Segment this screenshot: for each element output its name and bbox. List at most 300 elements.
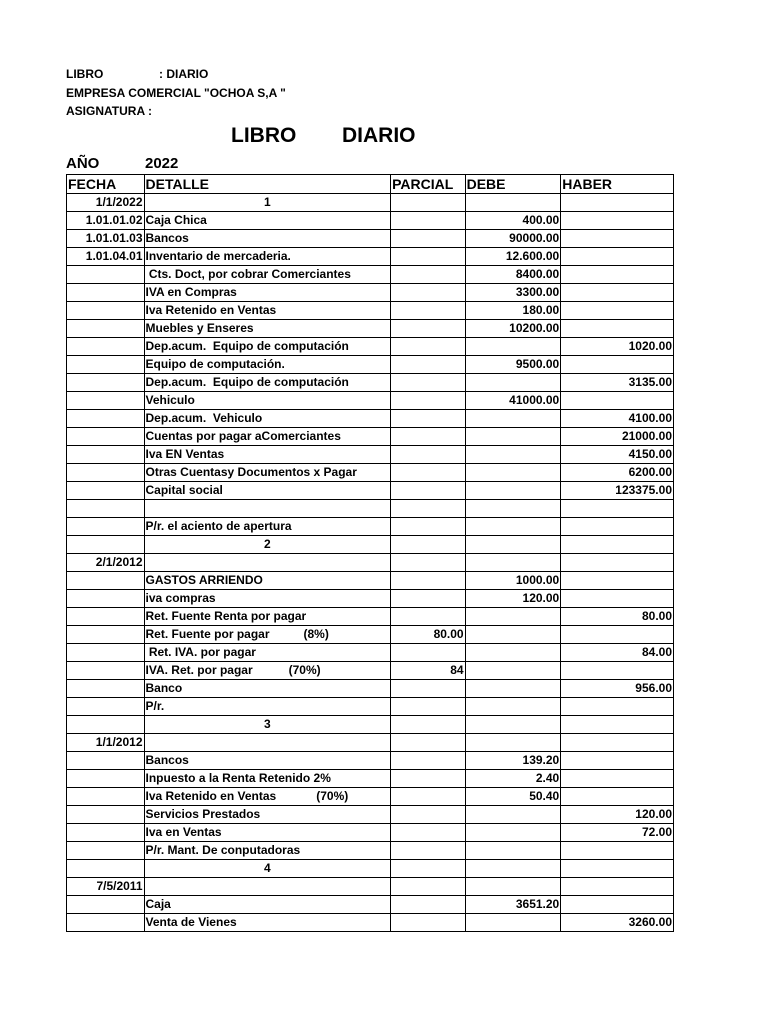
- table-row: [67, 464, 674, 482]
- cell-fecha: [67, 428, 145, 446]
- table-row: [67, 536, 674, 554]
- cell-debe: [465, 626, 561, 644]
- cell-parcial: [391, 500, 465, 518]
- cell-haber: [561, 356, 674, 374]
- cell-debe: 50.40: [465, 788, 561, 806]
- cell-haber: [561, 716, 674, 734]
- cell-detalle-text: P/r. Mant. De conputadoras: [145, 843, 301, 857]
- cell-detalle: [144, 896, 391, 914]
- cell-debe: [465, 698, 561, 716]
- cell-fecha: [67, 392, 145, 410]
- cell-haber: 120.00: [561, 806, 674, 824]
- table-row: [67, 428, 674, 446]
- table-row: [67, 554, 674, 572]
- cell-detalle-text: 1: [263, 195, 271, 209]
- column-header-debe: DEBE: [465, 175, 561, 194]
- table-row: [67, 788, 674, 806]
- cell-detalle: [144, 518, 391, 536]
- cell-detalle: [144, 698, 391, 716]
- cell-debe: 3651.20: [465, 896, 561, 914]
- cell-fecha: [67, 716, 145, 734]
- cell-haber: [561, 212, 674, 230]
- cell-detalle: [144, 500, 391, 518]
- cell-detalle-text: Equipo de computación.: [145, 357, 285, 371]
- cell-parcial: [391, 410, 465, 428]
- cell-debe: 180.00: [465, 302, 561, 320]
- cell-detalle: [144, 554, 391, 572]
- cell-detalle-text: Bancos: [145, 231, 189, 245]
- cell-detalle-text: Otras Cuentasy Documentos x Pagar: [145, 465, 357, 479]
- cell-fecha: 1.01.01.03: [67, 230, 145, 248]
- cell-detalle: [144, 212, 391, 230]
- cell-debe: [465, 500, 561, 518]
- cell-detalle-text: Ret. Fuente por pagar: [145, 627, 270, 641]
- cell-haber: [561, 770, 674, 788]
- cell-parcial: [391, 788, 465, 806]
- cell-detalle-percent: (8%): [303, 627, 329, 641]
- cell-haber: [561, 572, 674, 590]
- cell-detalle-text: Iva Retenido en Ventas: [145, 789, 277, 803]
- cell-fecha: [67, 482, 145, 500]
- cell-detalle: [144, 914, 391, 932]
- cell-haber: [561, 896, 674, 914]
- cell-fecha: 1.01.04.01: [67, 248, 145, 266]
- cell-parcial: [391, 680, 465, 698]
- cell-fecha: [67, 410, 145, 428]
- cell-parcial: [391, 572, 465, 590]
- cell-detalle-text: IVA. Ret. por pagar: [145, 663, 253, 677]
- cell-detalle-text: Vehiculo: [145, 393, 195, 407]
- cell-detalle-text: P/r.: [145, 699, 165, 713]
- cell-detalle: [144, 536, 391, 554]
- cell-debe: [465, 806, 561, 824]
- cell-detalle: [144, 248, 391, 266]
- cell-haber: 956.00: [561, 680, 674, 698]
- cell-debe: [465, 428, 561, 446]
- table-row: [67, 194, 674, 212]
- cell-debe: 3300.00: [465, 284, 561, 302]
- cell-fecha: [67, 626, 145, 644]
- cell-parcial: [391, 608, 465, 626]
- cell-detalle-text: Ret. Fuente Renta por pagar: [145, 609, 307, 623]
- cell-haber: [561, 518, 674, 536]
- cell-parcial: [391, 464, 465, 482]
- header-asignatura: ASIGNATURA :: [66, 104, 152, 118]
- cell-detalle: [144, 266, 391, 284]
- cell-debe: [465, 716, 561, 734]
- cell-fecha: [67, 374, 145, 392]
- cell-detalle: [144, 428, 391, 446]
- journal-table: [66, 174, 674, 932]
- cell-detalle: [144, 878, 391, 896]
- cell-parcial: [391, 734, 465, 752]
- cell-parcial: [391, 230, 465, 248]
- cell-detalle-text: Capital social: [145, 483, 223, 497]
- table-row: [67, 410, 674, 428]
- cell-haber: [561, 194, 674, 212]
- cell-detalle: [144, 608, 391, 626]
- cell-detalle-text: Inpuesto a la Renta Retenido 2%: [145, 771, 331, 785]
- cell-fecha: [67, 662, 145, 680]
- cell-detalle-text: Iva EN Ventas: [145, 447, 225, 461]
- cell-fecha: 1.01.01.02: [67, 212, 145, 230]
- cell-debe: [465, 194, 561, 212]
- cell-fecha: 1/1/2012: [67, 734, 145, 752]
- cell-fecha: [67, 608, 145, 626]
- header-libro-value: : DIARIO: [159, 67, 209, 81]
- cell-detalle-text: 2: [263, 537, 271, 551]
- cell-parcial: [391, 536, 465, 554]
- cell-detalle: [144, 302, 391, 320]
- cell-detalle-text: Dep.acum. Equipo de computación: [145, 375, 349, 389]
- table-row: [67, 284, 674, 302]
- cell-haber: [561, 536, 674, 554]
- cell-parcial: [391, 266, 465, 284]
- cell-haber: 4150.00: [561, 446, 674, 464]
- cell-debe: [465, 914, 561, 932]
- cell-fecha: [67, 572, 145, 590]
- cell-debe: [465, 536, 561, 554]
- cell-haber: 3135.00: [561, 374, 674, 392]
- cell-debe: [465, 878, 561, 896]
- cell-parcial: [391, 428, 465, 446]
- cell-debe: [465, 860, 561, 878]
- cell-detalle-text: Iva en Ventas: [145, 825, 222, 839]
- cell-debe: 1000.00: [465, 572, 561, 590]
- table-row: [67, 752, 674, 770]
- cell-debe: [465, 482, 561, 500]
- cell-haber: [561, 878, 674, 896]
- table-row: [67, 716, 674, 734]
- cell-detalle: [144, 734, 391, 752]
- cell-detalle: [144, 284, 391, 302]
- cell-debe: 2.40: [465, 770, 561, 788]
- cell-parcial: [391, 320, 465, 338]
- cell-detalle-text: Muebles y Enseres: [145, 321, 254, 335]
- cell-parcial: [391, 698, 465, 716]
- cell-haber: 84.00: [561, 644, 674, 662]
- cell-detalle-text: Iva Retenido en Ventas: [145, 303, 277, 317]
- cell-fecha: [67, 590, 145, 608]
- year-label: AÑO: [66, 155, 100, 172]
- cell-debe: 139.20: [465, 752, 561, 770]
- cell-parcial: [391, 554, 465, 572]
- cell-detalle-text: IVA en Compras: [145, 285, 237, 299]
- cell-parcial: [391, 878, 465, 896]
- cell-detalle: [144, 410, 391, 428]
- table-row: [67, 806, 674, 824]
- cell-debe: [465, 446, 561, 464]
- cell-detalle: [144, 464, 391, 482]
- cell-haber: [561, 734, 674, 752]
- cell-detalle: [144, 572, 391, 590]
- cell-haber: [561, 392, 674, 410]
- table-row: [67, 320, 674, 338]
- cell-debe: 8400.00: [465, 266, 561, 284]
- cell-fecha: [67, 860, 145, 878]
- cell-detalle: [144, 716, 391, 734]
- table-row: [67, 662, 674, 680]
- table-row: [67, 860, 674, 878]
- table-row: [67, 698, 674, 716]
- cell-parcial: [391, 356, 465, 374]
- year-value: 2022: [145, 155, 179, 172]
- table-row: [67, 230, 674, 248]
- title-left: LIBRO: [231, 124, 297, 147]
- cell-detalle-text: Dep.acum. Equipo de computación: [145, 339, 349, 353]
- cell-detalle-text: GASTOS ARRIENDO: [145, 573, 263, 587]
- cell-haber: 6200.00: [561, 464, 674, 482]
- table-row: [67, 518, 674, 536]
- cell-fecha: [67, 536, 145, 554]
- cell-detalle: [144, 482, 391, 500]
- table-row: [67, 770, 674, 788]
- table-row: [67, 914, 674, 932]
- cell-parcial: [391, 482, 465, 500]
- cell-haber: [561, 626, 674, 644]
- cell-fecha: [67, 302, 145, 320]
- cell-parcial: [391, 338, 465, 356]
- cell-detalle-percent: (70%): [288, 663, 321, 677]
- cell-parcial: [391, 374, 465, 392]
- cell-parcial: [391, 824, 465, 842]
- cell-fecha: [67, 464, 145, 482]
- cell-fecha: 7/5/2011: [67, 878, 145, 896]
- cell-haber: [561, 590, 674, 608]
- cell-fecha: [67, 788, 145, 806]
- cell-fecha: [67, 266, 145, 284]
- cell-parcial: [391, 392, 465, 410]
- cell-fecha: [67, 284, 145, 302]
- cell-fecha: [67, 518, 145, 536]
- cell-fecha: [67, 356, 145, 374]
- cell-debe: [465, 842, 561, 860]
- cell-haber: [561, 698, 674, 716]
- cell-debe: [465, 680, 561, 698]
- cell-debe: [465, 662, 561, 680]
- column-header-fecha: FECHA: [67, 175, 145, 194]
- cell-detalle-text: Ret. IVA. por pagar: [145, 645, 256, 659]
- cell-detalle-text: P/r. el aciento de apertura: [145, 519, 292, 533]
- table-row: [67, 482, 674, 500]
- table-row: [67, 572, 674, 590]
- cell-debe: [465, 644, 561, 662]
- cell-detalle: [144, 842, 391, 860]
- header-libro: [66, 67, 208, 81]
- cell-fecha: [67, 446, 145, 464]
- cell-fecha: [67, 644, 145, 662]
- cell-detalle: [144, 770, 391, 788]
- cell-parcial: [391, 248, 465, 266]
- cell-haber: [561, 860, 674, 878]
- cell-parcial: [391, 914, 465, 932]
- table-row: [67, 500, 674, 518]
- cell-haber: [561, 554, 674, 572]
- cell-detalle-text: 4: [263, 861, 271, 875]
- cell-debe: 90000.00: [465, 230, 561, 248]
- cell-debe: [465, 608, 561, 626]
- cell-parcial: [391, 716, 465, 734]
- table-row: [67, 626, 674, 644]
- cell-fecha: [67, 914, 145, 932]
- table-row: [67, 248, 674, 266]
- cell-haber: [561, 842, 674, 860]
- table-row: [67, 356, 674, 374]
- cell-detalle: [144, 194, 391, 212]
- cell-detalle-text: Caja: [145, 897, 171, 911]
- cell-haber: 123375.00: [561, 482, 674, 500]
- column-header-haber: HABER: [561, 175, 674, 194]
- cell-debe: 12.600.00: [465, 248, 561, 266]
- cell-fecha: [67, 500, 145, 518]
- cell-detalle-text: Cuentas por pagar aComerciantes: [145, 429, 341, 443]
- cell-detalle-text: Banco: [145, 681, 183, 695]
- cell-haber: [561, 266, 674, 284]
- cell-detalle-text: Servicios Prestados: [145, 807, 261, 821]
- cell-fecha: [67, 680, 145, 698]
- cell-haber: 1020.00: [561, 338, 674, 356]
- cell-parcial: 84: [391, 662, 465, 680]
- cell-fecha: [67, 770, 145, 788]
- cell-debe: [465, 554, 561, 572]
- cell-parcial: [391, 752, 465, 770]
- cell-parcial: [391, 644, 465, 662]
- cell-detalle-text: Bancos: [145, 753, 189, 767]
- cell-haber: [561, 230, 674, 248]
- cell-haber: 21000.00: [561, 428, 674, 446]
- cell-haber: [561, 662, 674, 680]
- cell-debe: [465, 410, 561, 428]
- header-libro-label: LIBRO: [66, 67, 104, 81]
- table-row: [67, 392, 674, 410]
- cell-fecha: 1/1/2022: [67, 194, 145, 212]
- cell-detalle: [144, 644, 391, 662]
- table-row: [67, 842, 674, 860]
- header-empresa: EMPRESA COMERCIAL "OCHOA S,A ": [66, 86, 286, 100]
- cell-detalle: [144, 824, 391, 842]
- cell-parcial: [391, 212, 465, 230]
- table-row: [67, 824, 674, 842]
- cell-debe: 10200.00: [465, 320, 561, 338]
- cell-fecha: [67, 752, 145, 770]
- cell-detalle: [144, 662, 391, 680]
- cell-fecha: [67, 824, 145, 842]
- cell-haber: [561, 752, 674, 770]
- column-header-parcial: PARCIAL: [391, 175, 465, 194]
- table-row: [67, 446, 674, 464]
- column-header-detalle: DETALLE: [144, 175, 391, 194]
- cell-detalle: [144, 860, 391, 878]
- cell-fecha: [67, 806, 145, 824]
- table-row: [67, 302, 674, 320]
- table-row: [67, 878, 674, 896]
- table-row: [67, 734, 674, 752]
- cell-parcial: [391, 842, 465, 860]
- cell-parcial: [391, 770, 465, 788]
- table-row: [67, 338, 674, 356]
- table-row: [67, 608, 674, 626]
- cell-detalle-text: Dep.acum. Vehiculo: [145, 411, 263, 425]
- cell-parcial: [391, 194, 465, 212]
- cell-detalle-text: Caja Chica: [145, 213, 207, 227]
- cell-detalle: [144, 590, 391, 608]
- table-header-row: [67, 175, 674, 194]
- cell-fecha: [67, 698, 145, 716]
- cell-parcial: [391, 590, 465, 608]
- cell-haber: 3260.00: [561, 914, 674, 932]
- cell-debe: [465, 518, 561, 536]
- cell-parcial: [391, 896, 465, 914]
- cell-detalle-text: 3: [263, 717, 271, 731]
- cell-detalle-percent: (70%): [316, 789, 349, 803]
- cell-haber: 4100.00: [561, 410, 674, 428]
- cell-detalle: [144, 680, 391, 698]
- cell-fecha: [67, 896, 145, 914]
- cell-debe: 400.00: [465, 212, 561, 230]
- cell-detalle: [144, 230, 391, 248]
- cell-detalle: [144, 446, 391, 464]
- cell-debe: [465, 338, 561, 356]
- table-row: [67, 590, 674, 608]
- table-row: [67, 896, 674, 914]
- cell-debe: 41000.00: [465, 392, 561, 410]
- cell-detalle: [144, 806, 391, 824]
- cell-parcial: [391, 806, 465, 824]
- cell-debe: [465, 824, 561, 842]
- table-row: [67, 374, 674, 392]
- cell-haber: [561, 788, 674, 806]
- cell-debe: 9500.00: [465, 356, 561, 374]
- cell-parcial: 80.00: [391, 626, 465, 644]
- cell-parcial: [391, 302, 465, 320]
- cell-detalle: [144, 788, 391, 806]
- cell-detalle: [144, 356, 391, 374]
- page-title: [0, 124, 768, 150]
- cell-debe: [465, 734, 561, 752]
- cell-parcial: [391, 446, 465, 464]
- cell-haber: [561, 248, 674, 266]
- cell-detalle: [144, 338, 391, 356]
- cell-detalle: [144, 392, 391, 410]
- cell-detalle: [144, 320, 391, 338]
- cell-haber: [561, 284, 674, 302]
- title-right: DIARIO: [342, 124, 416, 147]
- cell-detalle-text: Cts. Doct, por cobrar Comerciantes: [145, 267, 351, 281]
- cell-detalle: [144, 374, 391, 392]
- cell-detalle: [144, 626, 391, 644]
- cell-parcial: [391, 518, 465, 536]
- cell-parcial: [391, 860, 465, 878]
- cell-haber: [561, 302, 674, 320]
- cell-debe: [465, 464, 561, 482]
- table-row: [67, 680, 674, 698]
- cell-haber: [561, 500, 674, 518]
- cell-detalle: [144, 752, 391, 770]
- cell-debe: 120.00: [465, 590, 561, 608]
- cell-haber: [561, 320, 674, 338]
- cell-fecha: [67, 842, 145, 860]
- cell-detalle-text: Venta de Vienes: [145, 915, 237, 929]
- cell-haber: 80.00: [561, 608, 674, 626]
- cell-haber: 72.00: [561, 824, 674, 842]
- cell-fecha: 2/1/2012: [67, 554, 145, 572]
- table-row: [67, 266, 674, 284]
- cell-parcial: [391, 284, 465, 302]
- table-row: [67, 212, 674, 230]
- cell-debe: [465, 374, 561, 392]
- cell-detalle-text: Inventario de mercaderia.: [145, 249, 291, 263]
- table-row: [67, 644, 674, 662]
